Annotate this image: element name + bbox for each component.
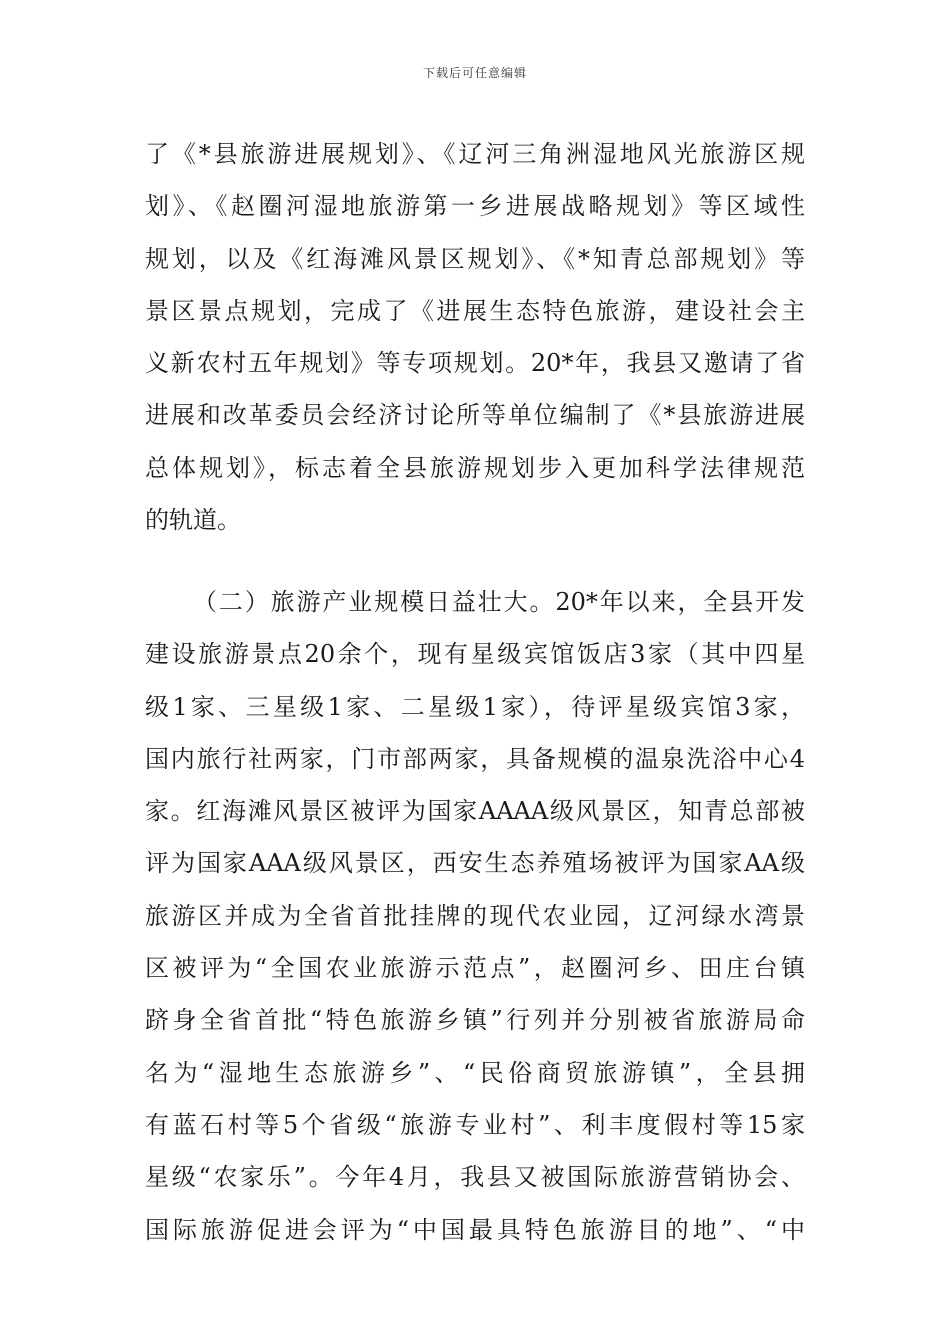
text-line: 进展和改革委员会经济讨论所等单位编制了《*县旅游进展	[145, 401, 805, 430]
text-line: 家。红海滩风景区被评为国家AAAA级风景区，知青总部被	[145, 797, 805, 826]
text-line: 旅游区并成为全省首批挂牌的现代农业园，辽河绿水湾景	[145, 901, 805, 930]
text-line: 建设旅游景点20余个，现有星级宾馆饭店3家（其中四星	[145, 640, 805, 669]
text-line: 星级“农家乐”。今年4月，我县又被国际旅游营销协会、	[145, 1163, 805, 1192]
header-note: 下载后可任意编辑	[422, 66, 527, 80]
text-line: 名为“湿地生态旅游乡”、“民俗商贸旅游镇”，全县拥	[145, 1058, 805, 1087]
text-line: 国内旅行社两家，门市部两家，具备规模的温泉洗浴中心4	[145, 744, 805, 773]
text-line: 规划，以及《红海滩风景区规划》、《*知青总部规划》等	[145, 244, 805, 273]
text-line: 区被评为“全国农业旅游示范点”，赵圈河乡、田庄台镇	[145, 954, 805, 983]
text-line: 景区景点规划，完成了《进展生态特色旅游，建设社会主	[145, 296, 805, 325]
text-line: 的轨道。	[145, 506, 241, 535]
text-line: 级1家、三星级1家、二星级1家），待评星级宾馆3家，	[145, 692, 805, 721]
text-line: 总体规划》，标志着全县旅游规划步入更加科学法律规范	[145, 453, 805, 482]
text-line: 有蓝石村等5个省级“旅游专业村”、利丰度假村等15家	[145, 1110, 805, 1139]
paragraph-1	[145, 128, 805, 546]
text-line: 跻身全省首批“特色旅游乡镇”行列并分别被省旅游局命	[145, 1006, 805, 1035]
paragraph-2	[145, 576, 805, 1256]
text-line: 划》、《赵圈河湿地旅游第一乡进展战略规划》等区域性	[145, 192, 805, 221]
text-line: （二）旅游产业规模日益壮大。20*年以来，全县开发	[193, 588, 805, 616]
text-line: 国际旅游促进会评为“中国最具特色旅游目的地”、“中	[145, 1215, 805, 1244]
text-line: 评为国家AAA级风景区，西安生态养殖场被评为国家AA级	[145, 849, 805, 878]
text-line: 义新农村五年规划》等专项规划。20*年，我县又邀请了省	[145, 349, 805, 378]
text-line: 了《*县旅游进展规划》、《辽河三角洲湿地风光旅游区规	[145, 140, 805, 168]
